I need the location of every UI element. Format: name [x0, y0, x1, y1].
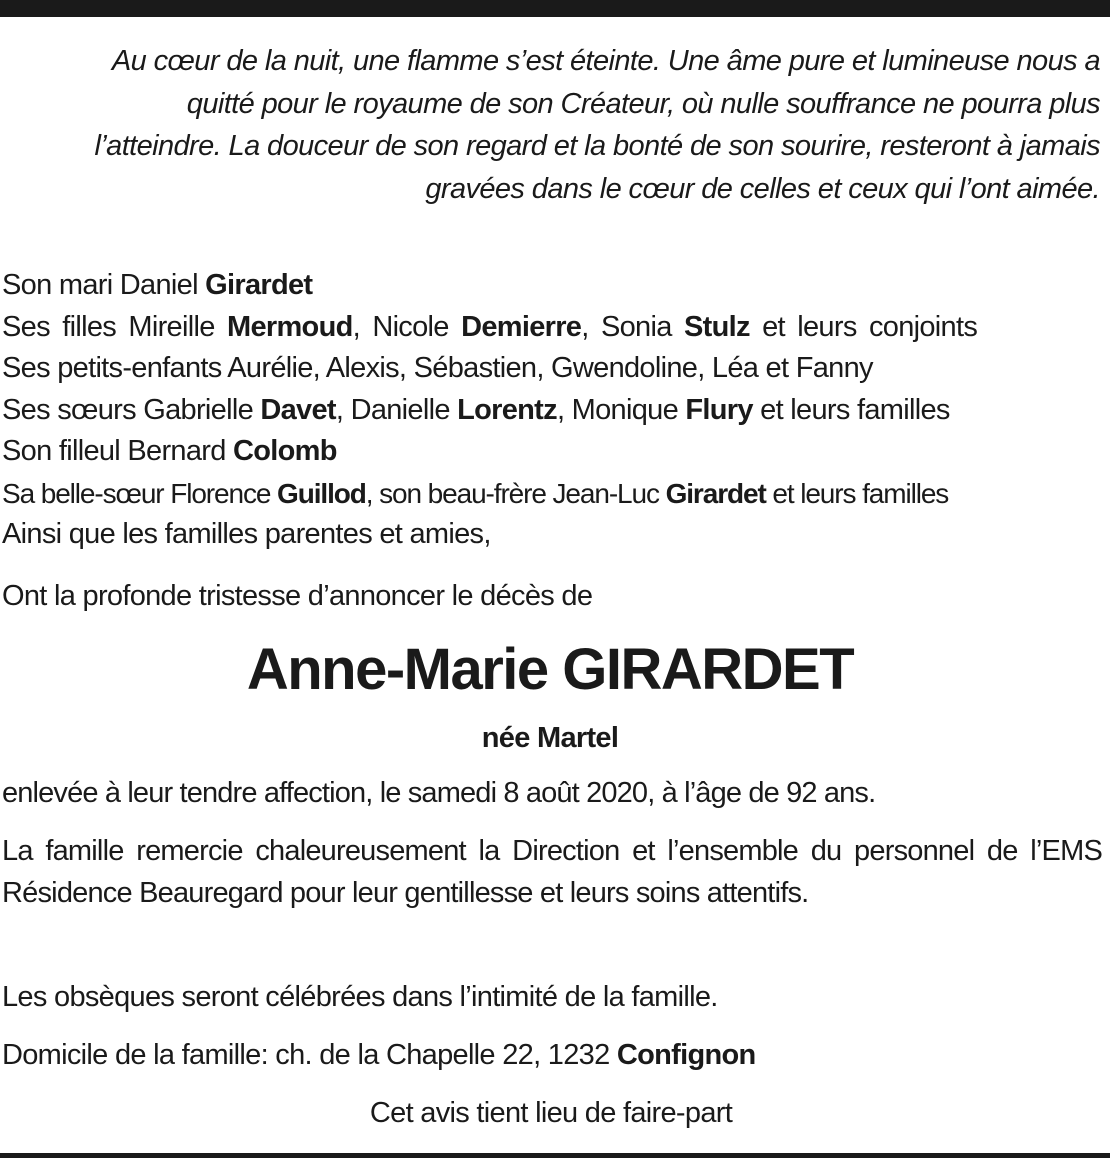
thanks-paragraph: La famille remercie chaleureusement la Direction et l’ensemble du personnel de l’EMS Résidence Beauregard pour leur gentillesse et leurs soins attentifs.	[2, 835, 1102, 909]
surname: Mermoud	[227, 310, 353, 343]
surname: Demierre	[461, 310, 582, 343]
deceased-name: Anne-Marie GIRARDET	[246, 637, 854, 702]
family-sisters: Ses sœurs Gabrielle Davet, Danielle Lorentz, Monique Flury et leurs familles	[2, 393, 950, 426]
maiden-name: née Martel	[481, 722, 619, 754]
family-list	[2, 265, 1102, 556]
memorial-poem: Au cœur de la nuit, une flamme s’est éteinte. Une âme pure et lumineuse nous a quitté pour le royaume de son Créateur, où nulle souffrance ne pourra plus l’atteindre. La douceur de son regard et la bonté de son sourire, resteront à jamais gravées dans le cœur de celles et ceux qui l’ont aimée.	[94, 45, 1100, 205]
family-godson: Son filleul Bernard Colomb	[2, 435, 337, 467]
town-name: Confignon	[616, 1039, 756, 1071]
surname: Guillod	[277, 477, 366, 509]
death-notice: enlevée à leur tendre affection, le samedi 8 août 2020, à l’âge de 92 ans.	[2, 777, 876, 809]
domicile-address: Domicile de la famille: ch. de la Chapelle 22, 1232 Confignon	[2, 1039, 756, 1071]
surname: Girardet	[205, 269, 313, 301]
bottom-border-rule	[0, 1153, 1110, 1158]
surname: Lorentz	[457, 393, 557, 426]
family-grandchildren: Ses petits-enfants Aurélie, Alexis, Sébastien, Gwendoline, Léa et Fanny	[2, 352, 873, 384]
surname: Flury	[685, 393, 753, 426]
surname: Colomb	[233, 435, 337, 467]
closing-note: Cet avis tient lieu de faire-part	[369, 1097, 733, 1129]
surname: Davet	[260, 393, 336, 426]
top-border-rule	[0, 0, 1110, 17]
announcement: Ont la profonde tristesse d’annoncer le décès de	[2, 580, 593, 612]
family-husband: Son mari Daniel Girardet	[2, 269, 313, 301]
surname: Stulz	[683, 310, 750, 343]
family-daughters: Ses filles Mireille Mermoud, Nicole Demierre, Sonia Stulz et leurs conjoints	[2, 310, 978, 343]
family-others: Ainsi que les familles parentes et amies,	[2, 518, 491, 550]
surname: Girardet	[665, 477, 766, 509]
family-in-laws: Sa belle-sœur Florence Guillod, son beau-frère Jean-Luc Girardet et leurs familles	[2, 477, 949, 509]
funeral-notice: Les obsèques seront célébrées dans l’intimité de la famille.	[2, 981, 718, 1013]
